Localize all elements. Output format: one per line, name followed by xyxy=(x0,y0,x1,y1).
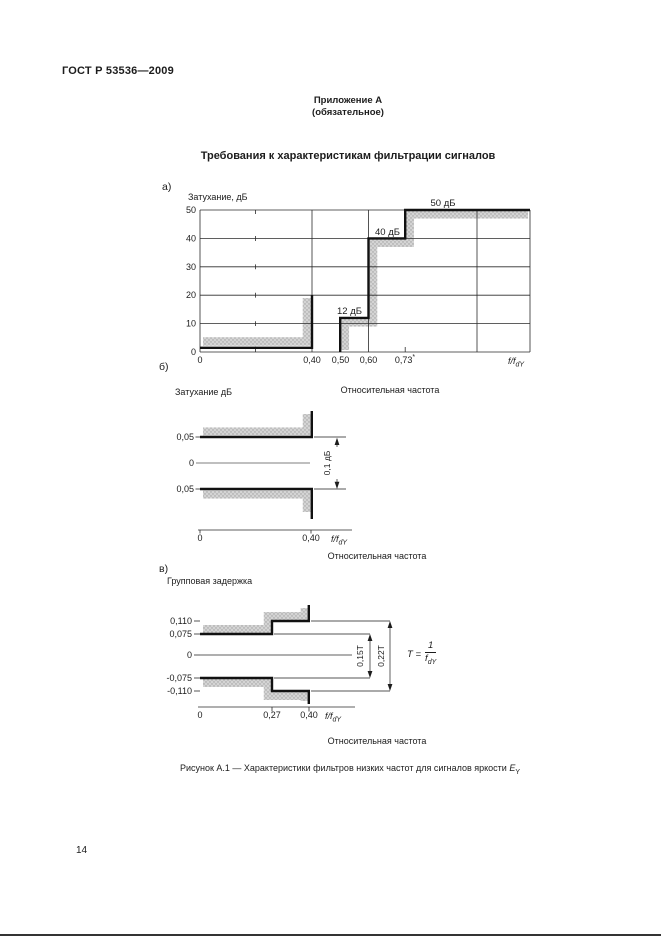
svg-text:0,40: 0,40 xyxy=(302,533,320,543)
svg-text:0,40: 0,40 xyxy=(303,355,321,365)
svg-text:0: 0 xyxy=(197,355,203,365)
figure-caption: Рисунок А.1 — Характеристики фильтров низких частот для сигналов яркости $Е_Y$ xyxy=(179,763,521,776)
svg-text:0,73*: 0,73* xyxy=(394,354,416,365)
svg-text:0: 0 xyxy=(186,650,192,660)
svg-text:40 дБ: 40 дБ xyxy=(375,227,400,238)
chart-b-ylabel: Затухание дБ xyxy=(175,387,233,397)
x-axis-symbol: $f/f_{dY}$ xyxy=(325,711,342,724)
arrow-down-icon xyxy=(388,684,393,691)
svg-text:40: 40 xyxy=(185,233,196,244)
page-number: 14 xyxy=(76,845,88,856)
svg-text:0: 0 xyxy=(197,710,203,720)
tolerance-band-upper xyxy=(203,608,305,629)
arrow-down-icon xyxy=(368,671,373,678)
tolerance-band-stopband xyxy=(345,214,528,350)
svg-text:0,50: 0,50 xyxy=(331,355,350,365)
x-axis-symbol: $f/f_{dY}$ xyxy=(508,356,525,369)
x-axis-symbol: $f/f_{dY}$ xyxy=(331,534,348,547)
arrow-up-icon xyxy=(388,621,393,628)
svg-text:0,075: 0,075 xyxy=(169,629,192,639)
chart-c-axis-caption: Относительная частота xyxy=(327,736,427,746)
svg-text:-0,110: -0,110 xyxy=(167,686,192,696)
svg-text:0,110: 0,110 xyxy=(170,616,192,626)
axis-ticks xyxy=(196,437,312,534)
tolerance-band-passband xyxy=(203,298,307,342)
formula-fraction xyxy=(425,641,436,668)
dimension-outer-label: 0,22T xyxy=(376,645,386,667)
arrow-down-icon xyxy=(335,482,340,489)
svg-text:50 дБ: 50 дБ xyxy=(430,198,456,209)
x-tick-labels xyxy=(197,354,415,365)
svg-text:0,60: 0,60 xyxy=(359,355,378,365)
chart-c-ylabel: Групповая задержка xyxy=(167,576,253,586)
appendix-type: (обязательное) xyxy=(312,107,384,118)
period-formula xyxy=(407,641,436,668)
panel-label-a: а) xyxy=(162,181,172,193)
formula-denominator: $f_{dY}$ xyxy=(425,653,437,666)
doc-header: ГОСТ Р 53536—2009 xyxy=(62,65,174,77)
formula-numerator: 1 xyxy=(425,641,436,653)
grid-lines xyxy=(200,210,530,352)
svg-text:50: 50 xyxy=(185,205,196,215)
doc-title: Требования к характеристикам фильтрации сигналов xyxy=(200,150,496,162)
appendix-heading xyxy=(63,95,633,119)
chart-b-passband-ripple xyxy=(160,405,405,553)
chart-a-ylabel: Затухание, дБ xyxy=(188,192,248,202)
y-tick-labels xyxy=(186,205,196,357)
svg-text:0,27: 0,27 xyxy=(263,710,281,720)
formula-lhs: T = xyxy=(407,648,421,660)
x-tick-labels xyxy=(197,533,319,543)
svg-text:20: 20 xyxy=(185,290,196,301)
chart-a-attenuation-mask xyxy=(160,183,555,375)
tolerance-band-upper xyxy=(203,414,307,432)
svg-text:0: 0 xyxy=(188,458,194,468)
svg-text:30: 30 xyxy=(185,261,196,272)
svg-text:0,40: 0,40 xyxy=(300,710,318,720)
svg-text:0: 0 xyxy=(190,347,196,357)
y-tick-labels xyxy=(176,432,194,494)
arrow-up-icon xyxy=(368,634,373,641)
x-tick-labels xyxy=(197,710,317,720)
arrow-up-icon xyxy=(335,438,340,445)
svg-text:12 дБ: 12 дБ xyxy=(337,306,362,317)
svg-text:0,05: 0,05 xyxy=(176,432,194,442)
appendix-title: Приложение А xyxy=(313,95,383,106)
dimension-inner-label: 0,15T xyxy=(355,645,365,667)
panel-label-c: в) xyxy=(159,563,169,575)
chart-a-axis-caption: Относительная частота xyxy=(340,385,440,395)
dimension-lines xyxy=(274,621,390,691)
panel-label-b: б) xyxy=(159,361,169,373)
y-tick-labels xyxy=(166,616,192,696)
chart-b-axis-caption: Относительная частота xyxy=(327,551,427,561)
svg-text:10: 10 xyxy=(185,318,196,329)
svg-text:-0,075: -0,075 xyxy=(166,673,192,683)
svg-text:0: 0 xyxy=(197,533,203,543)
tolerance-band-lower xyxy=(203,495,307,513)
tolerance-dimension-label: 0,1 дБ xyxy=(322,450,332,476)
svg-text:0,05: 0,05 xyxy=(176,484,194,494)
